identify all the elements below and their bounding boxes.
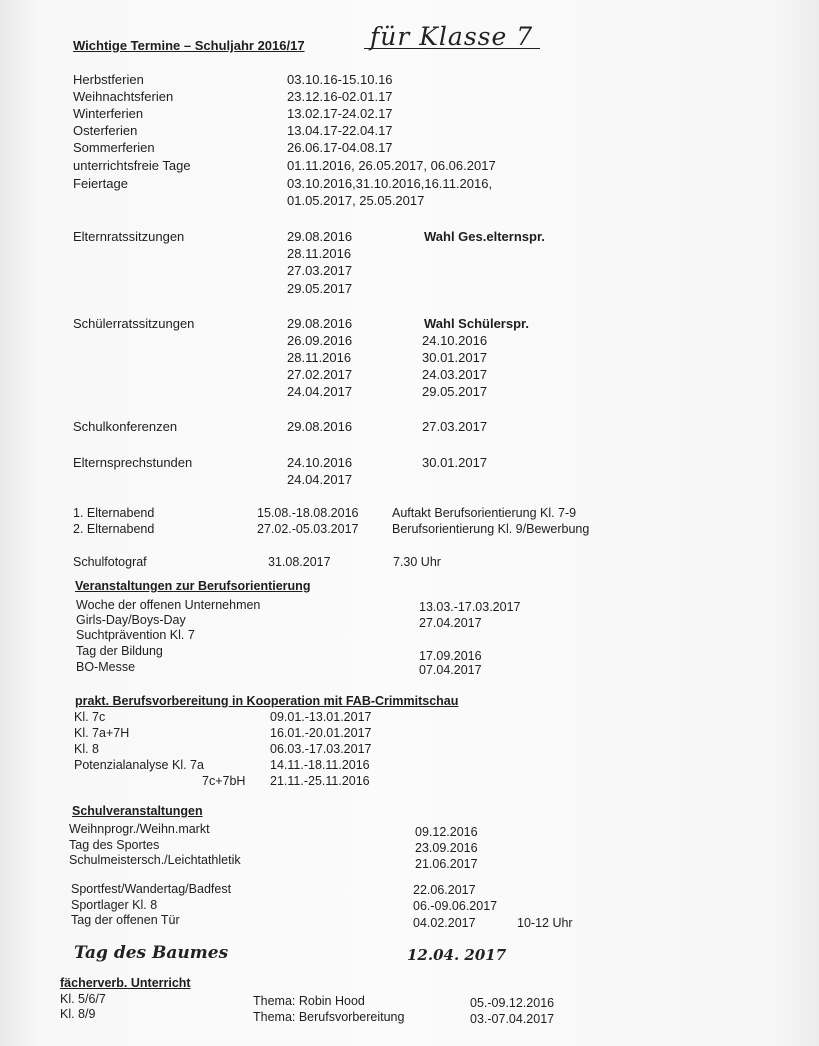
- prakt-item-value: 06.03.-17.03.2017: [270, 742, 372, 756]
- holiday-value: 01.11.2016, 26.05.2017, 06.06.2017: [287, 158, 496, 173]
- handwritten-event-label: Tag des Baumes: [74, 943, 229, 963]
- bo-item-label: Girls-Day/Boys-Day: [76, 613, 186, 627]
- elternsprechstunden-label: Elternsprechstunden: [73, 455, 193, 470]
- event-date: 22.06.2017: [413, 883, 476, 897]
- event-label: Weihnprogr./Weihn.markt: [69, 822, 210, 836]
- elternabend-topic: Auftakt Berufsorientierung Kl. 7-9: [392, 506, 577, 520]
- schulkonferenzen-label: Schulkonferenzen: [73, 419, 178, 434]
- prakt-item-label: Kl. 8: [74, 742, 100, 756]
- schulkonferenzen-date: 27.03.2017: [422, 419, 488, 434]
- bo-item-value: 27.04.2017: [419, 616, 482, 630]
- holiday-label: Herbstferien: [73, 72, 144, 87]
- faecher-date: 03.-07.04.2017: [470, 1012, 555, 1026]
- faecher-class: Kl. 8/9: [60, 1007, 96, 1021]
- schulfotograf-label: Schulfotograf: [73, 555, 147, 569]
- schulfotograf-time: 7.30 Uhr: [393, 555, 441, 569]
- event-label: Tag der offenen Tür: [71, 913, 180, 927]
- elternabend-topic: Berufsorientierung Kl. 9/Bewerbung: [392, 522, 590, 536]
- elternrat-date: 29.05.2017: [287, 281, 353, 296]
- bo-item-value: 17.09.2016: [419, 649, 482, 663]
- schuelerrat-note: Wahl Schülerspr.: [424, 316, 529, 331]
- bo-item-label: BO-Messe: [76, 660, 136, 674]
- event-date: 06.-09.06.2017: [413, 899, 498, 913]
- schuelerrat-date: 24.04.2017: [287, 384, 353, 399]
- elternrat-date: 29.08.2016: [287, 229, 353, 244]
- prakt-heading: prakt. Berufsvorbereitung in Kooperation mit FAB-Crimmitschau: [75, 694, 459, 708]
- schuelerrat-date: 30.01.2017: [422, 350, 488, 365]
- faecher-topic: Thema: Berufsvorbereitung: [253, 1010, 405, 1024]
- holiday-value: 23.12.16-02.01.17: [287, 89, 393, 104]
- schuelerrat-date: 24.03.2017: [422, 367, 488, 382]
- faecher-class: Kl. 5/6/7: [60, 992, 106, 1006]
- elternabend-label: 2. Elternabend: [73, 522, 155, 536]
- schuelerrat-date: 28.11.2016: [287, 350, 352, 365]
- elternabend-date: 15.08.-18.08.2016: [257, 506, 359, 520]
- holiday-label: Sommerferien: [73, 140, 155, 155]
- schuelerrat-date: 27.02.2017: [287, 367, 353, 382]
- bo-item-label: Suchtprävention Kl. 7: [76, 628, 195, 642]
- holiday-label: unterrichtsfreie Tage: [73, 158, 191, 173]
- holiday-value-cont: 01.05.2017, 25.05.2017: [287, 193, 425, 208]
- event-label: Sportlager Kl. 8: [71, 898, 158, 912]
- holiday-label: Feiertage: [73, 176, 128, 191]
- holiday-value: 03.10.2016,31.10.2016,16.11.2016,: [287, 176, 493, 191]
- schulfotograf-date: 31.08.2017: [268, 555, 331, 569]
- holiday-value: 26.06.17-04.08.17: [287, 140, 393, 155]
- event-date: 23.09.2016: [415, 841, 478, 855]
- bo-item-label: Tag der Bildung: [76, 644, 163, 658]
- faecher-topic: Thema: Robin Hood: [253, 994, 365, 1008]
- handwritten-class-note: für Klasse 7: [370, 22, 534, 51]
- holiday-label: Winterferien: [73, 106, 144, 121]
- prakt-item-value: 09.01.-13.01.2017: [270, 710, 372, 724]
- prakt-item-label: 7c+7bH: [202, 774, 246, 788]
- handwritten-event-date: 12.04. 2017: [407, 946, 507, 964]
- prakt-item-value: 21.11.-25.11.2016: [270, 774, 370, 788]
- schuelerrat-date: 24.10.2016: [422, 333, 488, 348]
- event-label: Tag des Sportes: [69, 838, 160, 852]
- page-title: Wichtige Termine – Schuljahr 2016/17: [73, 38, 305, 53]
- holiday-value: 03.10.16-15.10.16: [287, 72, 393, 87]
- elternsprechstunden-date: 24.04.2017: [287, 472, 353, 487]
- schuelerrat-label: Schülerratssitzungen: [73, 316, 195, 331]
- bo-item-value: 13.03.-17.03.2017: [419, 600, 521, 614]
- elternabend-label: 1. Elternabend: [73, 506, 155, 520]
- elternrat-label: Elternratssitzungen: [73, 229, 185, 244]
- schuelerrat-date: 29.05.2017: [422, 384, 488, 399]
- prakt-item-label: Kl. 7c: [74, 710, 106, 724]
- holiday-value: 13.02.17-24.02.17: [287, 106, 393, 121]
- schuelerrat-date: 29.08.2016: [287, 316, 353, 331]
- elternrat-date: 27.03.2017: [287, 263, 353, 278]
- holiday-label: Weihnachtsferien: [73, 89, 174, 104]
- event-date: 21.06.2017: [415, 857, 478, 871]
- faecher-date: 05.-09.12.2016: [470, 996, 555, 1010]
- schulveranstaltungen-heading: Schulveranstaltungen: [72, 804, 203, 818]
- elternrat-note: Wahl Ges.elternspr.: [424, 229, 545, 244]
- event-date: 09.12.2016: [415, 825, 478, 839]
- event-label: Schulmeistersch./Leichtathletik: [69, 853, 241, 867]
- schulkonferenzen-date: 29.08.2016: [287, 419, 353, 434]
- holiday-label: Osterferien: [73, 123, 138, 138]
- elternrat-date: 28.11.2016: [287, 246, 352, 261]
- prakt-item-label: Kl. 7a+7H: [74, 726, 130, 740]
- elternsprechstunden-date: 24.10.2016: [287, 455, 353, 470]
- event-label: Sportfest/Wandertag/Badfest: [71, 882, 232, 896]
- bo-heading: Veranstaltungen zur Berufsorientierung: [75, 579, 311, 593]
- prakt-item-value: 16.01.-20.01.2017: [270, 726, 372, 740]
- prakt-item-value: 14.11.-18.11.2016: [270, 758, 370, 772]
- faecher-heading: fächerverb. Unterricht: [60, 976, 191, 990]
- event-time: 10-12 Uhr: [517, 916, 573, 930]
- bo-item-label: Woche der offenen Unternehmen: [76, 598, 261, 612]
- elternabend-date: 27.02.-05.03.2017: [257, 522, 359, 536]
- event-date: 04.02.2017: [413, 916, 476, 930]
- elternsprechstunden-date: 30.01.2017: [422, 455, 488, 470]
- schuelerrat-date: 26.09.2016: [287, 333, 353, 348]
- holiday-value: 13.04.17-22.04.17: [287, 123, 393, 138]
- prakt-item-label: Potenzialanalyse Kl. 7a: [74, 758, 204, 772]
- handwritten-underline: [364, 48, 540, 49]
- bo-item-value: 07.04.2017: [419, 663, 482, 677]
